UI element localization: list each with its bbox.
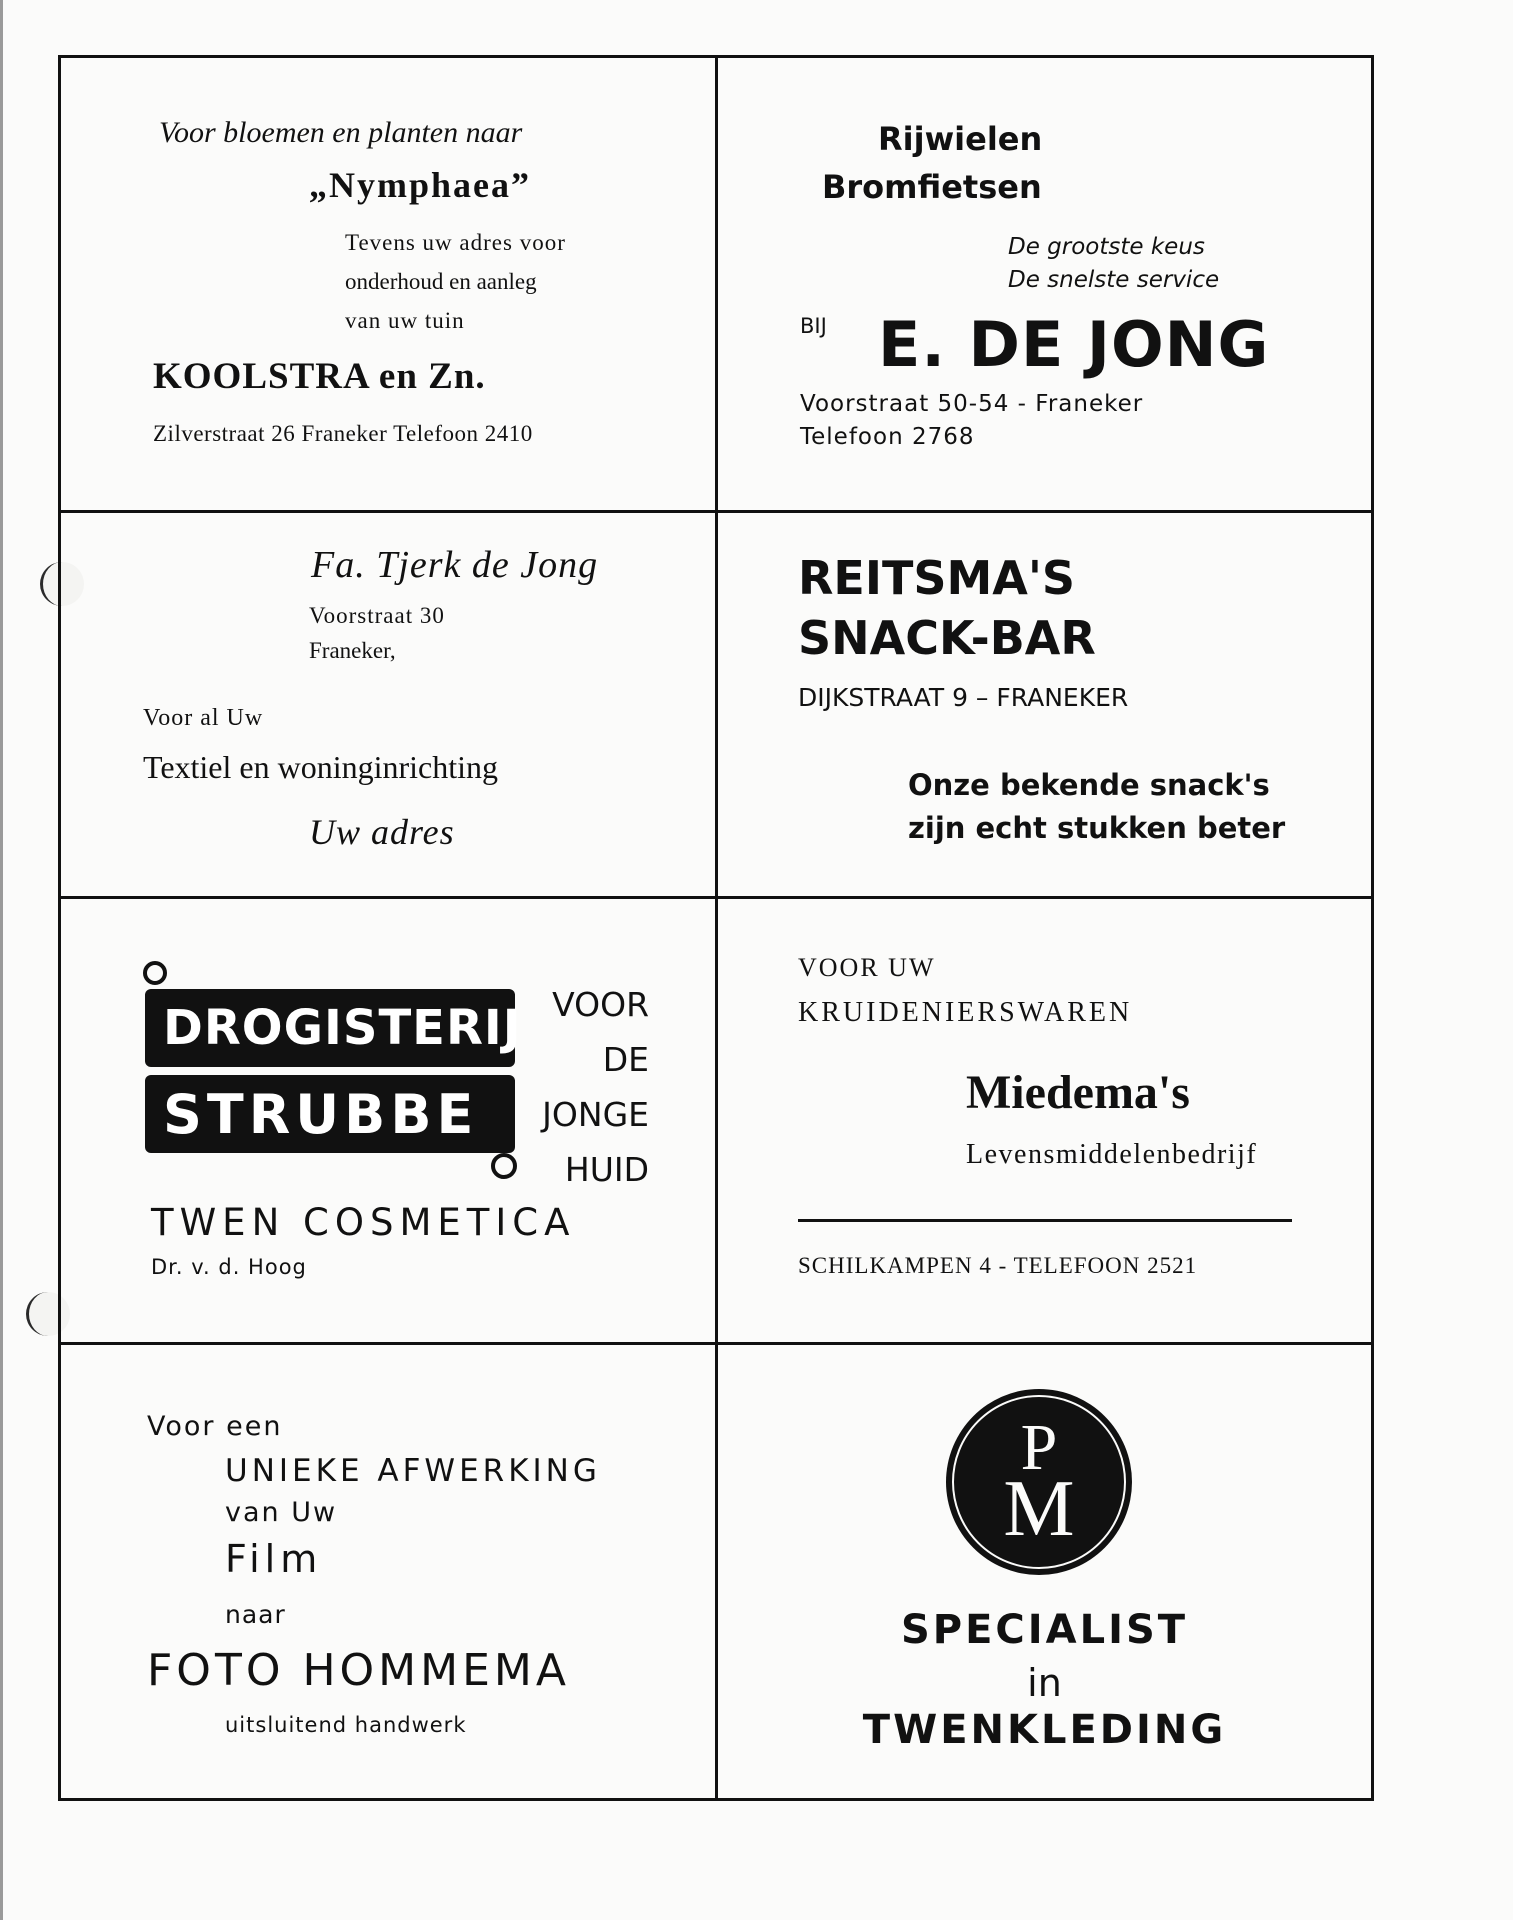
strubbe-side3: JONGE [542, 1095, 649, 1134]
hommema-line3: van Uw [225, 1497, 338, 1528]
strubbe-banner2: STRUBBE [163, 1082, 479, 1146]
tjerk-street: Voorstraat 30 [309, 603, 445, 628]
strubbe-side2: DE [602, 1040, 649, 1079]
ad-pm-twenkleding [718, 1345, 1371, 1798]
reitsma-slogan2: zijn echt stukken beter [908, 811, 1286, 845]
miedema-divider [798, 1219, 1292, 1222]
ad-foto-hommema [61, 1345, 715, 1798]
dejong-phone: Telefoon 2768 [800, 424, 975, 450]
tjerk-name: Fa. Tjerk de Jong [311, 544, 599, 586]
strubbe-banner1: DROGISTERIJ [163, 1000, 522, 1056]
dejong-bij: BIJ [800, 314, 827, 338]
miedema-name: Miedema's [966, 1066, 1190, 1119]
dejong-address: Voorstraat 50-54 - Franeker [800, 391, 1144, 417]
strubbe-banner-bottom [145, 1075, 515, 1153]
strubbe-scroll-bottom [491, 1153, 517, 1179]
tjerk-products: Textiel en woninginrichting [143, 749, 499, 785]
tjerk-tagline: Uw adres [309, 812, 455, 852]
pm-line2: in [1027, 1661, 1062, 1705]
nymphaea-line2: onderhoud en aanleg [345, 269, 537, 294]
miedema-sub: Levensmiddelenbedrijf [966, 1139, 1258, 1170]
nymphaea-name: „Nymphaea” [309, 165, 532, 205]
pm-line3: TWENKLEDING [862, 1707, 1227, 1753]
reitsma-slogan1: Onze bekende snack's [908, 768, 1270, 802]
strubbe-banner-top [145, 989, 522, 1067]
miedema-intro1: VOOR UW [798, 953, 936, 982]
reitsma-line1: REITSMA'S [798, 551, 1076, 605]
page-edge [0, 0, 3, 1920]
ad-tjerk-de-jong [61, 513, 715, 896]
hommema-note: uitsluitend handwerk [225, 1713, 467, 1737]
koolstra-company: KOOLSTRA en Zn. [153, 356, 486, 397]
dejong-line1: Rijwielen [878, 120, 1043, 158]
ad-miedema [718, 899, 1371, 1342]
strubbe-side1: VOOR [552, 985, 649, 1024]
dejong-slogan1: De grootste keus [1008, 234, 1205, 260]
ad-nymphaea [61, 58, 715, 510]
reitsma-line2: SNACK-BAR [798, 611, 1096, 665]
strubbe-side4: HUID [564, 1150, 649, 1189]
ad-drogisterij-strubbe [61, 899, 715, 1342]
dejong-slogan2: De snelste service [1008, 267, 1220, 293]
koolstra-address: Zilverstraat 26 Franeker Telefoon 2410 [153, 421, 533, 446]
nymphaea-line1: Tevens uw adres voor [345, 230, 566, 255]
tjerk-intro: Voor al Uw [143, 705, 264, 731]
strubbe-scroll-top [143, 961, 167, 985]
pm-logo [944, 1387, 1134, 1577]
pm-logo-p: P [1020, 1411, 1058, 1484]
miedema-address: SCHILKAMPEN 4 - TELEFOON 2521 [798, 1253, 1198, 1278]
pm-logo-m: M [1003, 1465, 1075, 1553]
hommema-line1: Voor een [147, 1411, 283, 1442]
reitsma-address: DIJKSTRAAT 9 – FRANEKER [798, 683, 1129, 712]
hommema-line5: naar [225, 1600, 286, 1629]
ad-de-jong [718, 58, 1371, 510]
dejong-line2: Bromfietsen [822, 168, 1042, 206]
hommema-name: FOTO HOMMEMA [147, 1645, 570, 1696]
dejong-name: E. DE JONG [878, 308, 1270, 381]
miedema-intro2: KRUIDENIERSWAREN [798, 997, 1133, 1028]
strubbe-brand: TWEN COSMETICA [151, 1201, 576, 1244]
hommema-line4: Film [225, 1537, 323, 1581]
tjerk-city: Franeker, [309, 638, 396, 663]
ad-grid [58, 55, 1374, 1801]
ad-reitsma-snackbar [718, 513, 1371, 896]
pm-line1: SPECIALIST [900, 1607, 1189, 1653]
nymphaea-line3: van uw tuin [345, 308, 465, 333]
hommema-line2: UNIEKE AFWERKING [225, 1453, 601, 1489]
strubbe-owner: Dr. v. d. Hoog [151, 1255, 307, 1279]
nymphaea-intro: Voor bloemen en planten naar [159, 116, 523, 149]
